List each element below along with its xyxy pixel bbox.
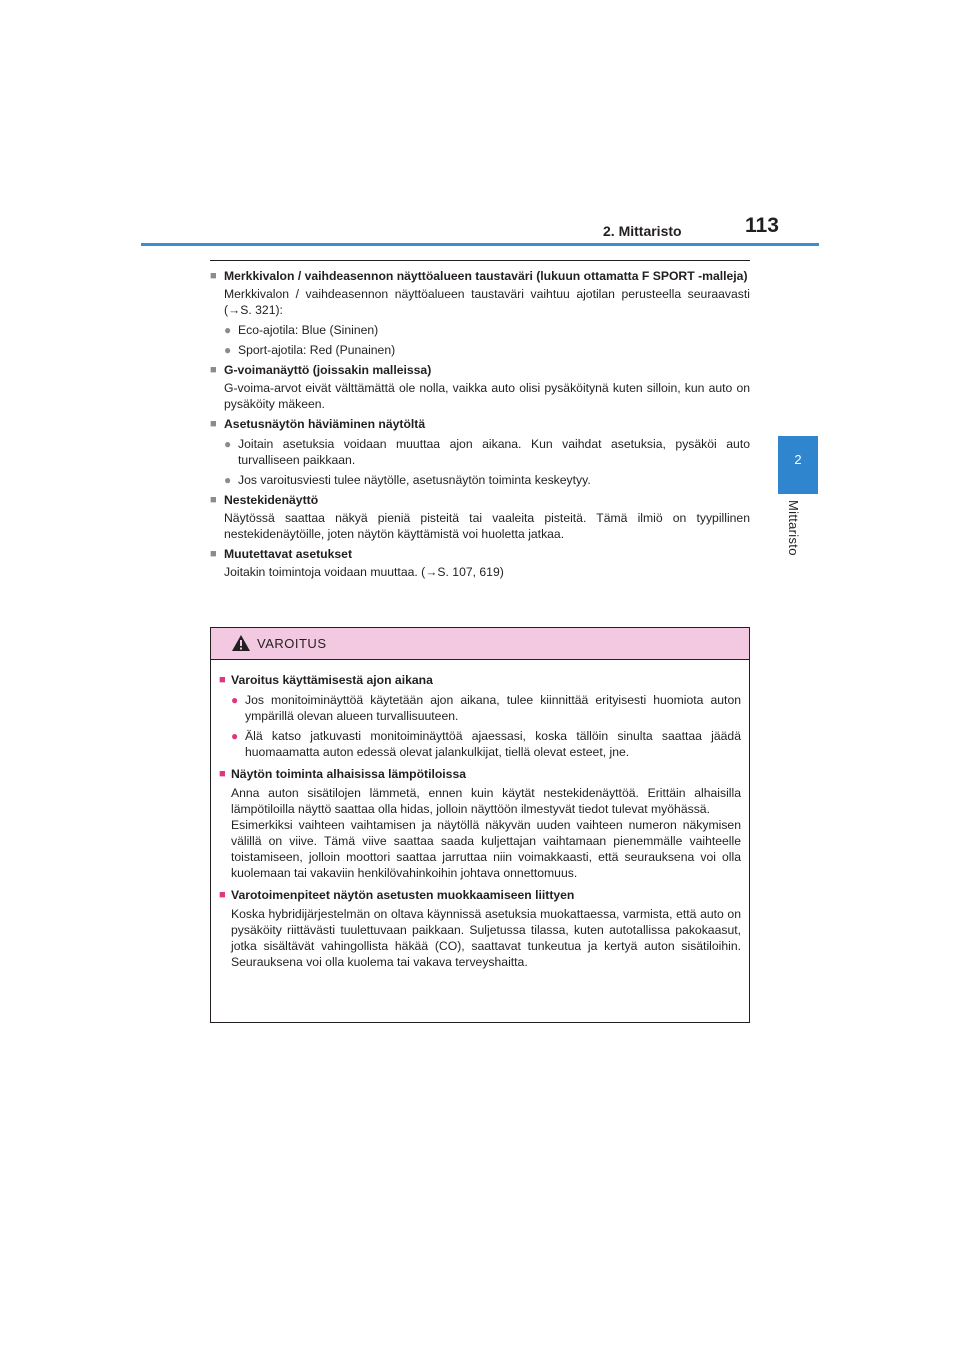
warning-box (210, 627, 750, 1023)
square-bullet-icon: ■ (210, 494, 217, 506)
warning-title: VAROITUS (257, 636, 327, 651)
square-bullet-icon: ■ (210, 548, 217, 560)
section (210, 546, 750, 580)
warning-section (219, 887, 741, 970)
list-item: ● Joitain asetuksia voidaan muuttaa ajon aikana. Kun vaihdat asetuksia, pysäköi auto turvalliseen paikkaan. (224, 437, 750, 467)
main-content (210, 268, 750, 584)
section-heading: Muutettavat asetukset (224, 547, 353, 561)
chapter-tab[interactable] (778, 436, 818, 494)
dot-bullet-icon: ● (224, 473, 232, 487)
section (210, 268, 750, 358)
square-bullet-icon: ■ (210, 270, 217, 282)
section-heading: Asetusnäytön häviäminen näytöltä (224, 417, 426, 431)
square-bullet-icon: ■ (219, 674, 226, 686)
warning-section (219, 766, 741, 881)
warning-heading: Varotoimenpiteet näytön asetusten muokkaamiseen liittyen (231, 888, 575, 902)
page-number: 113 (745, 214, 779, 237)
chapter-label: Mittaristo (786, 500, 801, 556)
dot-bullet-icon: ● (231, 729, 239, 743)
warning-heading: Varoitus käyttämisestä ajon aikana (231, 673, 433, 687)
warning-text: Koska hybridijärjestelmän on oltava käynnissä asetuksia muokattaessa, varmista, että auto on pysäköity riittävästi tuulettuvaan paikkaan. Suljetussa tilassa, kuten autotallissa pakokaasut, jotka sisältävät vahingollista häkää (CO), saattavat tunkeutua ja kertyä auton sisätiloihin. Seurauksena voi olla kuolema tai vakava terveyshaitta. (231, 907, 741, 969)
section (210, 492, 750, 542)
square-bullet-icon: ■ (210, 418, 217, 430)
section (210, 416, 750, 488)
section-text: Näytössä saattaa näkyä pieniä pisteitä tai vaaleita pisteitä. Tämä ilmiö on tyypillinen nestekidenäytöille, joten näytön käyttämistä voi huoletta jatkaa. (224, 511, 750, 541)
warning-header (211, 628, 749, 660)
content-divider (210, 260, 750, 261)
dot-bullet-icon: ● (231, 693, 239, 707)
list-item: ● Sport-ajotila: Red (Punainen) (224, 343, 396, 357)
dot-bullet-icon: ● (224, 323, 232, 337)
warning-heading: Näytön toiminta alhaisissa lämpötiloissa (231, 767, 467, 781)
section-heading: Nestekidenäyttö (224, 493, 319, 507)
section (210, 362, 750, 412)
section-text: G-voima-arvot eivät välttämättä ole nolla, vaikka auto olisi pysäköitynä kuten silloin, kun auto on pysäköity mäkeen. (224, 381, 750, 411)
section-text: Merkkivalon / vaihdeasennon näyttöalueen taustaväri vaihtuu ajotilan perusteella seuraavasti (→S. 321): (224, 287, 750, 317)
section-heading: Merkkivalon / vaihdeasennon näyttöalueen taustaväri (lukuun ottamatta F SPORT -malleja) (224, 269, 748, 283)
list-item: ● Jos monitoiminäyttöä käytetään ajon aikana, tulee kiinnittää erityisesti huomiota auton ympärillä olevan alueen turvallisuuteen. (231, 693, 741, 723)
list-item: ● Eco-ajotila: Blue (Sininen) (224, 323, 379, 337)
section-text: Joitakin toimintoja voidaan muuttaa. (→S. 107, 619) (224, 565, 504, 579)
list-item: ● Jos varoitusviesti tulee näytölle, asetusnäytön toiminta keskeytyy. (224, 473, 591, 487)
warning-section (219, 672, 741, 760)
dot-bullet-icon: ● (224, 343, 232, 357)
section-title: 2. Mittaristo (603, 223, 682, 239)
square-bullet-icon: ■ (219, 768, 226, 780)
square-bullet-icon: ■ (210, 364, 217, 376)
warning-body (211, 660, 749, 970)
warning-triangle-icon (231, 634, 251, 652)
dot-bullet-icon: ● (224, 437, 232, 451)
header-divider (141, 243, 819, 246)
chapter-number: 2 (794, 452, 802, 467)
square-bullet-icon: ■ (219, 889, 226, 901)
section-heading: G-voimanäyttö (joissakin malleissa) (224, 363, 432, 377)
warning-text: Anna auton sisätilojen lämmetä, ennen kuin käytät nestekidenäyttöä. Erittäin alhaisilla lämpötiloilla näyttö saattaa olla hidas, jolloin näyttöön ilmestyvät tiedot tulevat myöhässä. Esimerkiksi vaihteen vaihtamisen ja näytöllä näkyvän uuden vaihteen numeron näkymisen välillä on viive. Tämä viive saattaa saada kuljettajan vaihtamaan pienemmälle vaihteelle toistamiseen, jolloin moottori saattaa jarruttaa niin voimakkaasti, että seurauksena voi olla kuolemaan tai vakaviin henkilövahinkoihin johtava onnettomuus. (231, 786, 741, 880)
list-item: ● Älä katso jatkuvasti monitoiminäyttöä ajaessasi, koska tällöin sinulta saattaa jäädä huomaamatta auton edessä olevat jalankulkijat, tiellä olevat esteet, jne. (231, 729, 741, 759)
